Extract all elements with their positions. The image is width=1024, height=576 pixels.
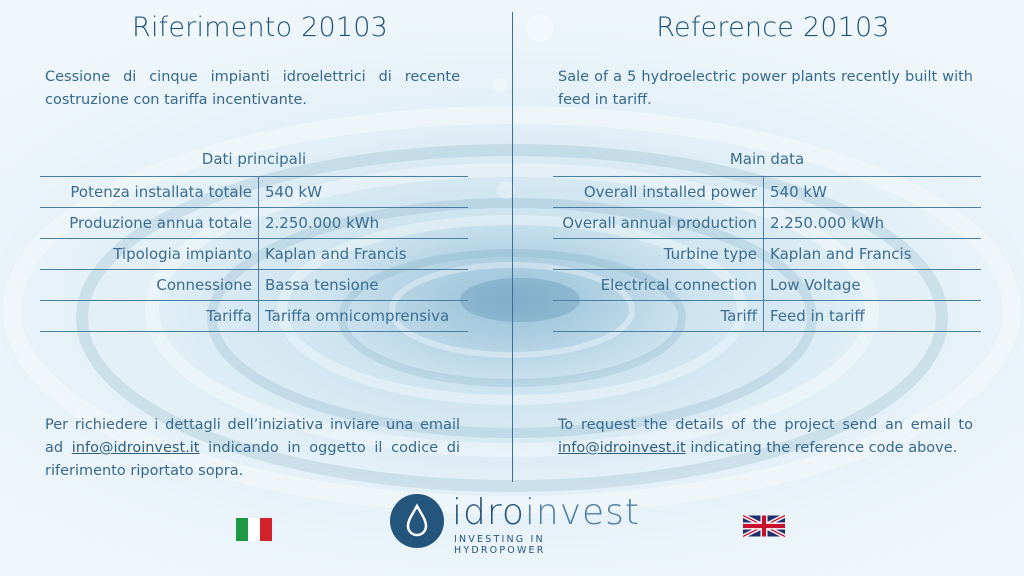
flag-white-stripe [248,518,260,541]
data-table-italian [40,176,468,332]
row-value: 540 kW [259,177,469,208]
row-label: Produzione annua totale [40,208,259,239]
row-label: Tipologia impianto [40,239,259,270]
row-label: Potenza installata totale [40,177,259,208]
contact-text-start: Per richiedere i dettagli dell’iniziativa inviare una email ad [45,417,460,456]
contact-text-italian [45,414,460,483]
row-label: Tariff [553,301,764,332]
row-label: Overall annual production [553,208,764,239]
logo-name-part2: invest [524,492,641,533]
contact-text-end: indicando in oggetto il codice di riferimento riportato sopra. [45,440,460,479]
row-label: Tariffa [40,301,259,332]
row-value: Tariffa omnicomprensiva [259,301,469,332]
contact-text-english [558,414,973,460]
logo-tagline: INVESTING IN HYDROPOWER [454,534,546,556]
contact-text-start: To request the details of the project send an email to [558,417,973,433]
contact-text-end: indicating the reference code above. [685,440,958,456]
uk-flag-icon[interactable] [743,515,785,537]
data-table-english [553,176,981,332]
intro-text-italian: Cessione di cinque impianti idroelettrici di recente costruzione con tariffa incentivante. [45,69,460,108]
idroinvest-logo [390,492,641,556]
row-label: Turbine type [553,239,764,270]
table-caption-english: Main data [729,150,805,168]
flag-red-stripe [260,518,272,541]
table-row [40,177,468,208]
page-title-english: Reference 20103 [656,12,890,43]
email-link-english[interactable]: info@idroinvest.it [558,440,686,456]
table-row [40,270,468,301]
logo-wordmark [452,492,640,533]
column-divider [512,12,513,482]
table-row [40,301,468,332]
water-drop-icon [390,494,444,548]
logo-circle [390,494,444,548]
row-value: Kaplan and Francis [764,239,982,270]
table-caption-italian: Dati principali [201,150,307,168]
row-label: Connessione [40,270,259,301]
email-link-italian[interactable]: info@idroinvest.it [71,440,200,456]
row-value: Bassa tensione [259,270,469,301]
row-value: Kaplan and Francis [259,239,469,270]
page-title-italian: Riferimento 20103 [132,12,388,43]
logo-name-part1: idro [452,492,525,533]
flag-green-stripe [236,518,248,541]
table-row [553,177,981,208]
table-row [553,270,981,301]
row-value: 540 kW [764,177,982,208]
row-value: Low Voltage [764,270,982,301]
table-row [40,208,468,239]
italy-flag-icon[interactable] [236,518,272,541]
row-value: Feed in tariff [764,301,982,332]
intro-text-english: Sale of a 5 hydroelectric power plants recently built with feed in tariff. [558,69,973,108]
row-label: Electrical connection [553,270,764,301]
table-row [40,239,468,270]
table-row [553,301,981,332]
table-row [553,239,981,270]
row-value: 2.250.000 kWh [764,208,982,239]
table-row [553,208,981,239]
row-value: 2.250.000 kWh [259,208,469,239]
row-label: Overall installed power [553,177,764,208]
